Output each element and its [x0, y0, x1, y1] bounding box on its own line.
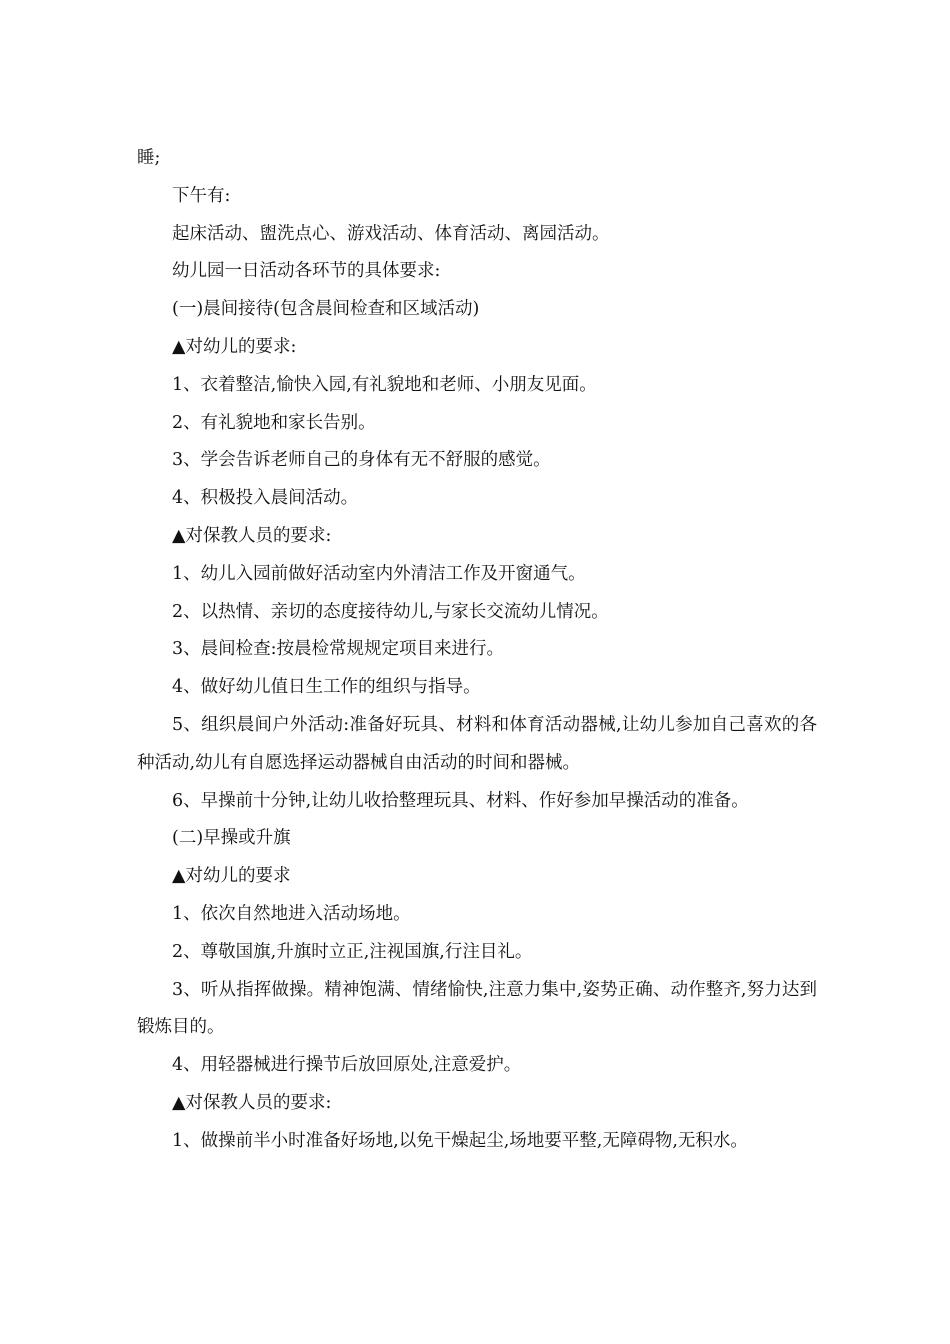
list-item: 2、以热情、亲切的态度接待幼儿,与家长交流幼儿情况。	[172, 601, 609, 622]
list-item: 2、尊敬国旗,升旗时立正,注视国旗,行注目礼。	[172, 941, 533, 962]
paragraph-afternoon-heading: 下午有:	[172, 185, 231, 206]
list-item: 1、依次自然地进入活动场地。	[172, 903, 411, 924]
paragraph-nap-continuation: 睡;	[137, 148, 161, 168]
list-item: 5、组织晨间户外活动:准备好玩具、材料和体育活动器械,让幼儿参加自己喜欢的各种活动,幼儿有自愿选择运动器械自由活动的时间和器械。	[137, 714, 817, 773]
list-item: 3、学会告诉老师自己的身体有无不舒服的感觉。	[172, 450, 551, 471]
subheading-child-requirements: ▲对幼儿的要求	[172, 866, 291, 887]
list-item: 1、幼儿入园前做好活动室内外清洁工作及开窗通气。	[172, 563, 586, 584]
list-item: 3、晨间检查:按晨检常规规定项目来进行。	[172, 639, 505, 660]
list-item: 6、早操前十分钟,让幼儿收拾整理玩具、材料、作好参加早操活动的准备。	[172, 790, 749, 811]
paragraph-section-intro: 幼儿园一日活动各环节的具体要求:	[172, 261, 441, 282]
list-item: 4、做好幼儿值日生工作的组织与指导。	[172, 677, 481, 698]
list-item: 2、有礼貌地和家长告别。	[172, 412, 376, 433]
section-heading-morning-reception: (一)晨间接待(包含晨间检查和区域活动)	[172, 299, 480, 320]
list-item: 1、做操前半小时准备好场地,以免干燥起尘,场地要平整,无障碍物,无积水。	[172, 1130, 748, 1151]
list-item: 3、听从指挥做操。精神饱满、情绪愉快,注意力集中,姿势正确、动作整齐,努力达到锻炼目的。	[137, 979, 817, 1038]
subheading-staff-requirements: ▲对保教人员的要求:	[172, 525, 332, 546]
list-item: 4、积极投入晨间活动。	[172, 488, 359, 509]
section-heading-morning-exercise: (二)早操或升旗	[172, 828, 291, 849]
paragraph-afternoon-activities: 起床活动、盥洗点心、游戏活动、体育活动、离园活动。	[172, 223, 610, 244]
subheading-child-requirements: ▲对幼儿的要求:	[172, 336, 297, 357]
list-item: 4、用轻器械进行操节后放回原处,注意爱护。	[172, 1055, 522, 1076]
list-item: 1、衣着整洁,愉快入园,有礼貌地和老师、小朋友见面。	[172, 374, 597, 395]
subheading-staff-requirements: ▲对保教人员的要求:	[172, 1092, 332, 1113]
document-body	[137, 140, 817, 1161]
